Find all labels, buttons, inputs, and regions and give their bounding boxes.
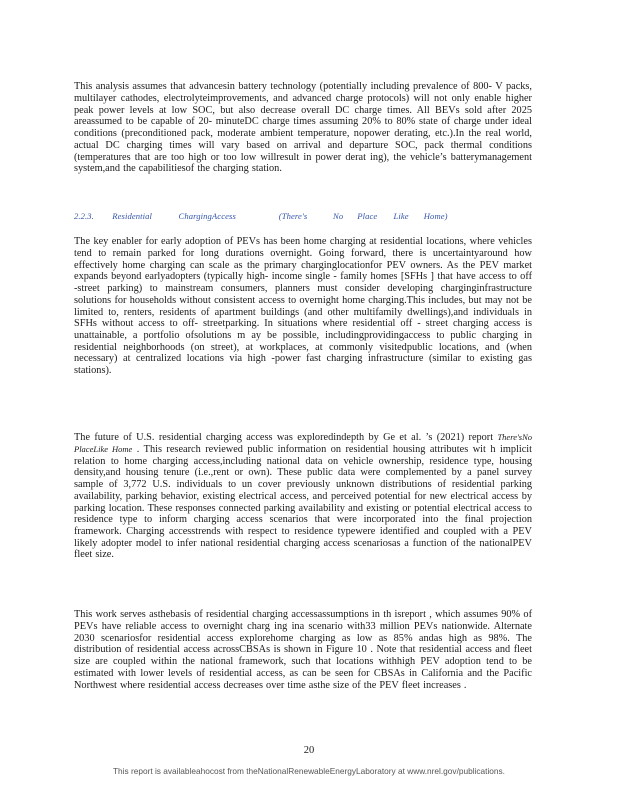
heading-word: (There's (278, 211, 308, 221)
report-title-reference: There'sNo PlaceLike Home (74, 432, 533, 454)
footer-notice: This report is availableahocost from theNationalRenewableEnergyLaboratory at www.nrel.gov/publications. (112, 766, 505, 776)
heading-word: Like (393, 211, 409, 221)
heading-word: Home) (423, 211, 448, 221)
page-number: 20 (303, 745, 315, 756)
heading-word: Residential (112, 211, 153, 221)
paragraph-charging-access: The key enabler for early adoption of PEVs has been home charging at residential locations, where vehicles tend to remain parked for long durations overnight. Going forward, there is uncertaintyaround how effectively home charging can scale as the primary charginglocationfor PEV owners. As the PEV market expands beyond earlyadopters (typically high- income single - family homes [SFHs ] that have access to off -street parking) to mainstream consumers, planners must consider developing charginginfrastructure solutions for households without consistent access to overnight home charging.This includes, but may not be limited to, renters, residents of apartment buildings (and other multifamily dwellings),and individuals in SFHs without access to off- streetparking. In situations where residential off - street charging access is unattainable, a portfolio ofsolutions m ay be possible, includingprovidingaccess to public charging in residential neighborhoods (on street), at workplaces, at commonly visitedpublic locations, and (when necessary) at centralized locations via high -power fast charging infrastructure (similar to existing gas stations). (74, 236, 532, 377)
p3-text-before: The future of U.S. residential charging access was exploredindepth by Ge et al. ’s (2021) report (74, 432, 494, 444)
paragraph-residential-assumptions: This work serves asthebasis of residential charging accessassumptions in th isreport , which assumes 90% of PEVs have reliable access to overnight charg ing ina scenario with33 million PEVs nationwide. Alternate 2030 scenariosfor residential access explorehome charging as low as 85% andas high as 98%. The distribution of residential access acrossCBSAs is shown in Figure 10 . Note that residential access and fleet size are coupled within the national framework, such that locations withhigh PEV adoption tend to be estimated with lower levels of residential access, as can be seen for CBSAs in California and the Pacific Northwest where residential access decreases over time asthe size of the PEV fleet increases . (74, 609, 532, 691)
paragraph-battery-technology: This analysis assumes that advancesin battery technology (potentially including prevalence of 800- V packs, multilayer cathodes, electrolyteimprovements, and advanced charge protocols) will not only enable higher peak power levels at low SOC, but also decrease overall DC charge times. All BEVs sold after 2025 areassumed to be capable of 20- minuteDC charge times assuming 20% to 80% state of charge under ideal conditions (preconditioned pack, moderate ambient temperature, nopower derating, etc.).In the real world, actual DC charging times will vary based on arrival and departure SOC, pack thermal conditions (temperatures that are too high or too low willresult in power derat ing), the vehicle’s batterymanagement system,and the capabilitiesof the charging station. (74, 81, 532, 175)
p3-text-after: . This research reviewed public information on residential housing attributes wit h implicit relation to home charging access,including national data on vehicle ownership, residence type, housing density,and housing tenure (i.e.,rent or own). These public data were complemented by a panel survey sample of 3,772 U.S. individuals to un cover previously unknown distributions of residential parking availability, parking behavior, existing electrical access, and perceived potential for new electrical access by parking location. These responses connected parking availability and existing or potential electrical access to residence type to inform charging access scenarios that were incorporated into the final projection framework. Charging accesstrends with respect to residence typewere identified and coupled with a PEV likely adopter model to infer national residential charging access scenariosas a function of the nationalPEV fleet size. (74, 444, 532, 561)
heading-word: ChargingAccess (178, 211, 236, 221)
section-heading (74, 211, 532, 221)
heading-word: Place (357, 211, 378, 221)
heading-word: No (333, 211, 344, 221)
paragraph-future-residential-access (74, 432, 532, 561)
section-number: 2.2.3. (74, 211, 94, 221)
